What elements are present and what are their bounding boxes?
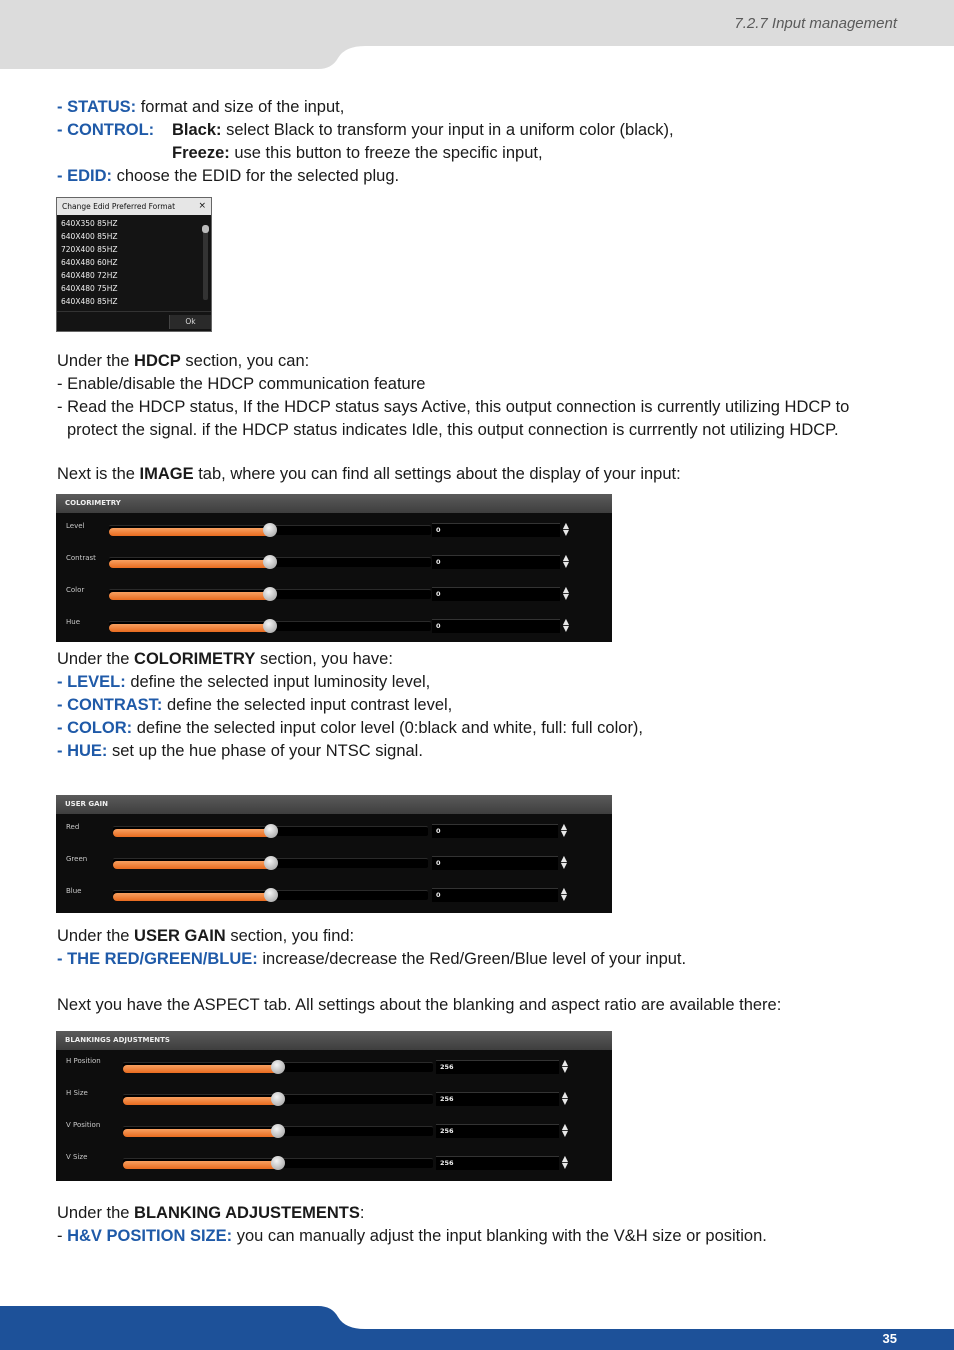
user-gain-panel: [56, 795, 612, 913]
value-input[interactable]: 0: [432, 555, 560, 569]
close-icon[interactable]: ×: [198, 201, 206, 211]
edid-dialog-title: Change Edid Preferred Format ×: [57, 198, 211, 215]
slider-label: Level: [66, 522, 85, 530]
slider-handle[interactable]: [271, 1060, 285, 1074]
value-input[interactable]: 256: [436, 1156, 559, 1170]
slider-handle[interactable]: [264, 824, 278, 838]
value-input[interactable]: 0: [432, 523, 560, 537]
edid-format-list: [59, 217, 209, 307]
spinner-arrows-icon[interactable]: ▲ ▼: [561, 1058, 569, 1074]
slider-label: Green: [66, 855, 88, 863]
hue-slider-row: [56, 612, 612, 642]
slider-label: Blue: [66, 887, 82, 895]
status-line: - STATUS: format and size of the input,: [57, 98, 345, 116]
spinner-arrows-icon[interactable]: ▲ ▼: [561, 1122, 569, 1138]
slider-handle[interactable]: [263, 587, 277, 601]
color-slider-row: [56, 580, 612, 610]
contrast-desc: - CONTRAST: define the selected input contrast level,: [57, 696, 453, 714]
section-title: 7.2.7 Input management: [734, 15, 897, 32]
page-header-band: [0, 0, 954, 70]
edid-scrollbar[interactable]: [203, 225, 208, 300]
slider-label: V Position: [66, 1121, 101, 1129]
slider-handle[interactable]: [263, 619, 277, 633]
v-size-slider-row: [56, 1149, 612, 1179]
slider-track[interactable]: [109, 525, 431, 535]
value-input[interactable]: 256: [436, 1092, 559, 1106]
level-slider-row: [56, 516, 612, 546]
slider-track[interactable]: [113, 826, 428, 836]
v-position-slider-row: [56, 1117, 612, 1147]
spinner-arrows-icon[interactable]: ▲ ▼: [560, 886, 568, 902]
value-input[interactable]: 0: [432, 888, 558, 902]
list-item[interactable]: 640X350 85HZ: [61, 219, 118, 228]
value-input[interactable]: 0: [432, 824, 558, 838]
aspect-intro: Next you have the ASPECT tab. All settings about the blanking and aspect ratio are available there:: [57, 996, 782, 1014]
spinner-arrows-icon[interactable]: ▲ ▼: [562, 521, 570, 537]
colorimetry-panel-title: COLORIMETRY: [56, 494, 612, 513]
spinner-arrows-icon[interactable]: ▲ ▼: [562, 585, 570, 601]
slider-fill: [113, 893, 271, 901]
slider-track[interactable]: [123, 1094, 433, 1104]
value-input[interactable]: 256: [436, 1124, 559, 1138]
slider-label: H Size: [66, 1089, 88, 1097]
value-input[interactable]: 256: [436, 1060, 559, 1074]
user-gain-panel-title: USER GAIN: [56, 795, 612, 814]
slider-handle[interactable]: [264, 856, 278, 870]
page-number: 35: [882, 1331, 897, 1346]
slider-track[interactable]: [123, 1126, 433, 1136]
ok-button[interactable]: Ok: [169, 315, 211, 329]
slider-label: V Size: [66, 1153, 88, 1161]
slider-label: H Position: [66, 1057, 101, 1065]
rgb-desc: - THE RED/GREEN/BLUE: increase/decrease the Red/Green/Blue level of your input.: [57, 950, 687, 968]
list-item[interactable]: 720X400 85HZ: [61, 245, 118, 254]
slider-fill: [113, 861, 271, 869]
blanking-intro: Under the BLANKING ADJUSTEMENTS:: [57, 1204, 365, 1222]
divider: [57, 311, 211, 312]
slider-track[interactable]: [109, 621, 431, 631]
slider-track[interactable]: [123, 1062, 433, 1072]
hdcp-intro: Under the HDCP section, you can:: [57, 352, 310, 370]
black-line: Black: select Black to transform your input in a uniform color (black),: [172, 121, 674, 139]
slider-track[interactable]: [113, 890, 428, 900]
slider-handle[interactable]: [271, 1156, 285, 1170]
spinner-arrows-icon[interactable]: ▲ ▼: [561, 1154, 569, 1170]
slider-fill: [109, 528, 270, 536]
value-input[interactable]: 0: [432, 587, 560, 601]
color-desc: - COLOR: define the selected input color level (0:black and white, full: full color),: [57, 719, 644, 737]
h-size-slider-row: [56, 1085, 612, 1115]
slider-handle[interactable]: [263, 555, 277, 569]
hdcp-bullet-2: - Read the HDCP status, If the HDCP status says Active, this output connection is currently utilizing HDCP to: [57, 398, 850, 416]
slider-track[interactable]: [123, 1158, 433, 1168]
list-item[interactable]: 640X480 60HZ: [61, 258, 118, 267]
hv-desc: - H&V POSITION SIZE: you can manually adjust the input blanking with the V&H size or position.: [57, 1227, 767, 1245]
spinner-arrows-icon[interactable]: ▲ ▼: [562, 553, 570, 569]
slider-fill: [109, 592, 270, 600]
slider-label: Color: [66, 586, 85, 594]
list-item[interactable]: 640X480 85HZ: [61, 297, 118, 306]
slider-track[interactable]: [113, 858, 428, 868]
hdcp-bullet-1: - Enable/disable the HDCP communication feature: [57, 375, 426, 393]
slider-fill: [109, 560, 270, 568]
list-item[interactable]: 640X480 72HZ: [61, 271, 118, 280]
freeze-line: Freeze: use this button to freeze the specific input,: [172, 144, 543, 162]
slider-fill: [123, 1129, 278, 1137]
slider-fill: [123, 1161, 278, 1169]
spinner-arrows-icon[interactable]: ▲ ▼: [560, 822, 568, 838]
scrollbar-thumb[interactable]: [202, 225, 209, 233]
slider-fill: [123, 1065, 278, 1073]
slider-handle[interactable]: [263, 523, 277, 537]
hue-desc: - HUE: set up the hue phase of your NTSC signal.: [57, 742, 423, 760]
slider-label: Red: [66, 823, 80, 831]
slider-track[interactable]: [109, 557, 431, 567]
image-intro: Next is the IMAGE tab, where you can find all settings about the display of your input:: [57, 465, 681, 483]
slider-label: Contrast: [66, 554, 96, 562]
green-slider-row: [56, 849, 612, 879]
colorimetry-intro: Under the COLORIMETRY section, you have:: [57, 650, 393, 668]
slider-handle[interactable]: [271, 1092, 285, 1106]
spinner-arrows-icon[interactable]: ▲ ▼: [560, 854, 568, 870]
slider-fill: [109, 624, 270, 632]
page-footer-band: [0, 1300, 954, 1350]
slider-label: Hue: [66, 618, 81, 626]
list-item[interactable]: 640X400 85HZ: [61, 232, 118, 241]
user-gain-intro: Under the USER GAIN section, you find:: [57, 927, 355, 945]
edid-dialog: [56, 197, 212, 332]
spinner-arrows-icon[interactable]: ▲ ▼: [562, 617, 570, 633]
control-line: - CONTROL:: [57, 121, 155, 139]
h-position-slider-row: [56, 1053, 612, 1083]
red-slider-row: [56, 817, 612, 847]
slider-fill: [113, 829, 271, 837]
spinner-arrows-icon[interactable]: ▲ ▼: [561, 1090, 569, 1106]
value-input[interactable]: 0: [432, 856, 558, 870]
hdcp-bullet-2-cont: protect the signal. if the HDCP status indicates Idle, this output connection is currrently not utilizing HDCP.: [67, 421, 839, 439]
blue-slider-row: [56, 881, 612, 911]
blanking-panel-title: BLANKINGS ADJUSTMENTS: [56, 1031, 612, 1050]
contrast-slider-row: [56, 548, 612, 578]
slider-handle[interactable]: [264, 888, 278, 902]
blanking-panel: [56, 1031, 612, 1181]
value-input[interactable]: 0: [432, 619, 560, 633]
edid-line: - EDID: choose the EDID for the selected plug.: [57, 167, 400, 185]
slider-handle[interactable]: [271, 1124, 285, 1138]
list-item[interactable]: 640X480 75HZ: [61, 284, 118, 293]
level-desc: - LEVEL: define the selected input luminosity level,: [57, 673, 431, 691]
slider-track[interactable]: [109, 589, 431, 599]
slider-fill: [123, 1097, 278, 1105]
colorimetry-panel: [56, 494, 612, 642]
